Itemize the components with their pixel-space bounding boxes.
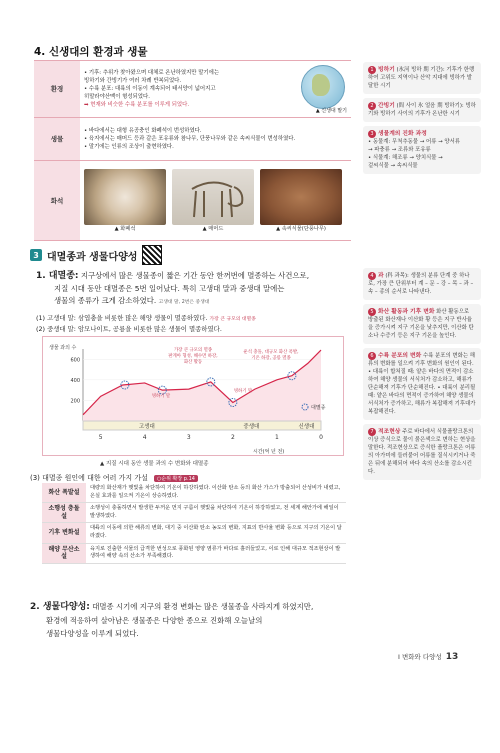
env-line: 빙하기와 간빙기가 여러 차례 반복되었다. bbox=[84, 78, 182, 84]
bio-line: • 바다에서는 대형 유공충인 화폐석이 번성하였다. bbox=[84, 128, 202, 134]
x-tick-label: 5 bbox=[98, 434, 103, 441]
era-label: 중생대 bbox=[243, 424, 260, 430]
row-text: 대륙의 이동에 의한 해류의 변화, 대기 중 이산화 탄소 농도의 변화, 지표의 반사율 변화 등으로 지구의 기온이 달라졌다. bbox=[86, 523, 346, 543]
glossary-box-interglacial: 2 간빙기 (間 사이 氷 얼음 期 빙하기): 빙하기와 빙하기 사이의 기후가 온난한 시기 bbox=[363, 98, 481, 122]
globe-map-image bbox=[301, 65, 345, 109]
table-row bbox=[42, 483, 346, 503]
y-tick-label: 600 bbox=[70, 357, 80, 364]
bio-label: 생물 bbox=[34, 118, 80, 161]
era-label: 고생대 bbox=[138, 424, 155, 430]
x-tick-label: 3 bbox=[186, 434, 191, 441]
mammoth-fossil-image bbox=[172, 169, 254, 225]
era-label: 신생대 bbox=[298, 424, 315, 430]
chart-xlabel: 시간(억 년 전) bbox=[253, 449, 285, 455]
row-label: 소행성 충돌설 bbox=[42, 503, 86, 523]
x-tick-label: 4 bbox=[142, 434, 147, 441]
extinction-chart-svg bbox=[43, 337, 343, 455]
biodiversity-term: 2. 생물다양성: bbox=[30, 602, 90, 612]
chapter-label: I 변화와 다양성 bbox=[398, 653, 442, 661]
bio-line: • 육지에서는 매머드 등과 같은 포유류와 참나무, 단풍나무와 같은 속씨식물이 번성하였다. bbox=[84, 136, 296, 142]
volcano-climate-box: 5 화산 활동과 기후 변화 화산 활동으로 방출된 화산재나 이산화 황 등은 지구 반사율을 증가시켜 지구 기온을 낮추지만, 이산화 탄소나 수증기 등은 지구 기온을 높인다. bbox=[363, 304, 481, 344]
paragraph-line: 생물의 종류가 크게 감소하였다. bbox=[54, 296, 157, 305]
table-row bbox=[42, 543, 346, 563]
era-bar bbox=[83, 421, 321, 430]
table-row bbox=[42, 503, 346, 523]
evolution-box: 3 생물계의 진화 과정 • 동물계: 무척추동물 → 어류 → 양서류 → 파충류 → 조류와 포유류 • 식물계: 해조류 → 양치식물 → 겉씨식물 → 속씨식물 bbox=[363, 126, 481, 174]
fossil-caption: ▲ 화폐석 bbox=[114, 225, 136, 232]
chart-caption: ▲ 지질 시대 동안 생물 과의 수 변화와 대멸종 bbox=[100, 461, 209, 467]
cenozoic-table bbox=[34, 60, 351, 241]
chart-annotation: 빙하기 말 bbox=[233, 389, 253, 394]
paragraph-line: 지질 시대 동안 대멸종은 5번 일어났다. 특히 고생대 말과 중생대 말에는 bbox=[54, 283, 285, 293]
page-footer bbox=[398, 652, 458, 662]
fossil-caption: ▲ 속씨식물(단풍나무) bbox=[276, 225, 326, 232]
margin-note: 가장 큰 규모의 대멸종 bbox=[209, 317, 256, 322]
item-mesozoic: (2) 중생대 말: 암모나이트, 공룡을 비롯한 많은 생물이 멸종하였다. bbox=[36, 325, 222, 333]
paragraph-line: 지구상에서 많은 생물종이 짧은 기간 동안 한꺼번에 멸종하는 사건으로, bbox=[80, 271, 310, 280]
section3-number: 3 bbox=[30, 249, 42, 261]
chart-annotation: 빙하기 말 bbox=[151, 394, 171, 399]
row-text: 육지로 진출한 식물의 급격한 번성으로 풍화된 영양 염류가 바다로 흘러들었고, 이로 인해 대규모 적조현상이 발생하여 해양 속의 산소가 부족해졌다. bbox=[86, 543, 346, 563]
section4-title: 4. 신생대의 환경과 생물 bbox=[34, 46, 148, 58]
paragraph-line: 대멸종 시기에 지구의 환경 변화는 많은 생물종을 사라지게 하였지만, bbox=[92, 602, 314, 611]
item-paleozoic: (1) 고생대 말: 삼엽충을 비롯한 많은 해양 생물이 멸종하였다. 가장 큰 규모의 대멸종 bbox=[36, 314, 256, 322]
row-label: 해양 무산소설 bbox=[42, 543, 86, 563]
env-line: • 기후: 추위가 찾아왔으며 대체로 온난하였지만 말기에는 bbox=[84, 70, 220, 76]
page-number: 13 bbox=[445, 652, 459, 662]
causes-table bbox=[42, 483, 346, 564]
paragraph-line: 생물다양성을 이루게 되었다. bbox=[46, 629, 139, 638]
globe-caption: ▲ 신생대 말기 bbox=[315, 108, 347, 114]
land-sea-box: 6 수륙 분포의 변화 수륙 분포의 변화는 해류의 변화를 일으켜 기후 변화의 원인이 된다. • 대륙이 합쳐질 때: 얕은 바다의 면적이 감소하여 해양 생물의 서식처가 감소하고, 해류가 단순해져 기후가 단순해진다. • 대륙이 분리될 때: 얕은 바다의 면적이 증가하여 해양 생물의 서식처가 증가하고, 해류가 복잡해져 기후대가 복잡해진다. bbox=[363, 348, 481, 420]
x-tick-label: 2 bbox=[230, 434, 235, 441]
glossary-box-glacial: 1 빙하기 (氷河 빙하 期 기간): 기후가 한랭하여 고위도 지역이나 산악 지대에 빙하가 발달한 시기 bbox=[363, 62, 481, 94]
chart-annotation: 화산 활동 bbox=[183, 360, 203, 365]
causes-heading: (3) 대멸종 원인에 대한 여러 가지 가설 ○순위 확장 p.14 bbox=[30, 473, 198, 483]
row-text: 소행성이 충돌하면서 발생한 두꺼운 먼지 구름이 햇빛을 차단하여 기온이 하강하였고, 전 세계 해안가에 해일이 발생하였다. bbox=[86, 503, 346, 523]
margin-note: 고생대 말, 2번은 중생대 bbox=[158, 300, 210, 305]
row-label: 화산 폭발설 bbox=[42, 483, 86, 503]
mass-extinction-paragraph bbox=[36, 270, 356, 310]
extinction-chart bbox=[42, 336, 344, 456]
chart-annotation: 가장 큰 규모의 멸종 bbox=[173, 348, 213, 353]
x-tick-label: 1 bbox=[275, 434, 279, 441]
legend-label: 대멸종 bbox=[311, 405, 326, 411]
y-tick-label: 200 bbox=[70, 398, 80, 405]
x-tick-label: 0 bbox=[319, 434, 323, 441]
reference-badge[interactable]: ○순위 확장 p.14 bbox=[154, 475, 198, 482]
env-line: 히말라야산맥이 형성되었다. bbox=[84, 94, 150, 100]
biodiversity-paragraph bbox=[30, 600, 350, 640]
red-tide-box: 7 적조현상 주로 바다에서 식물플랑크톤의 이상 증식으로 물이 붉은색으로 변하는 현상을 말한다. 적조현상으로 증식한 플랑크톤은 어류의 아가미에 들러붙어 어류를 질식시키거나 죽은 뒤에 분해되어 바다 속의 산소를 감소시킨다. bbox=[363, 424, 481, 480]
section3-title: 대멸종과 생물다양성 bbox=[47, 251, 138, 263]
sidebar bbox=[363, 62, 481, 753]
qr-code-icon[interactable] bbox=[142, 245, 162, 265]
chart-annotation: 운석 충돌, 대규모 화산 폭발, bbox=[243, 350, 299, 355]
mass-extinction-term: 1. 대멸종: bbox=[36, 271, 79, 281]
maple-leaf-fossil-image bbox=[260, 169, 342, 225]
fossil-label: 화석 bbox=[34, 161, 80, 241]
y-tick-label: 400 bbox=[70, 377, 80, 384]
env-label: 환경 bbox=[34, 61, 80, 118]
env-line: ➡ 현재와 비슷한 수륙 분포를 이루게 되었다. bbox=[84, 102, 190, 108]
chart-ylabel: 생물 과의 수 bbox=[49, 345, 77, 351]
section3-heading bbox=[30, 245, 162, 265]
env-line: • 수륙 분포: 대륙의 이동이 계속되어 태서양이 넓어지고 bbox=[84, 86, 216, 92]
glossary-box-family: 4 과 (科 과목): 생물의 분류 단계 중 하나로, 가장 큰 단위부터 계 – 문 – 강 – 목 – 과 – 속 – 종의 순서로 나타낸다. bbox=[363, 268, 481, 300]
row-text: 대량의 화산재가 햇빛을 차단하여 기온이 하강하였다. 이산화 탄소 등의 화산 가스가 방출되어 산성비가 내렸고, 온실 효과를 일으켜 기온이 상승하였다. bbox=[86, 483, 346, 503]
bio-line: • 말기에는 인류의 조상이 출현하였다. bbox=[84, 144, 174, 150]
chart-annotation: 판게아 형성, 해수면 하강, bbox=[168, 354, 218, 359]
chart-annotation: 기온 하강, 공룡 멸종 bbox=[251, 356, 291, 361]
nummulite-fossil-image bbox=[84, 169, 166, 225]
paragraph-line: 환경에 적응하여 살아남은 생물종은 다양한 종으로 진화해 오늘날의 bbox=[46, 616, 263, 625]
row-label: 기후 변화설 bbox=[42, 523, 86, 543]
fossil-caption: ▲ 매머드 bbox=[202, 225, 224, 232]
table-row bbox=[42, 523, 346, 543]
